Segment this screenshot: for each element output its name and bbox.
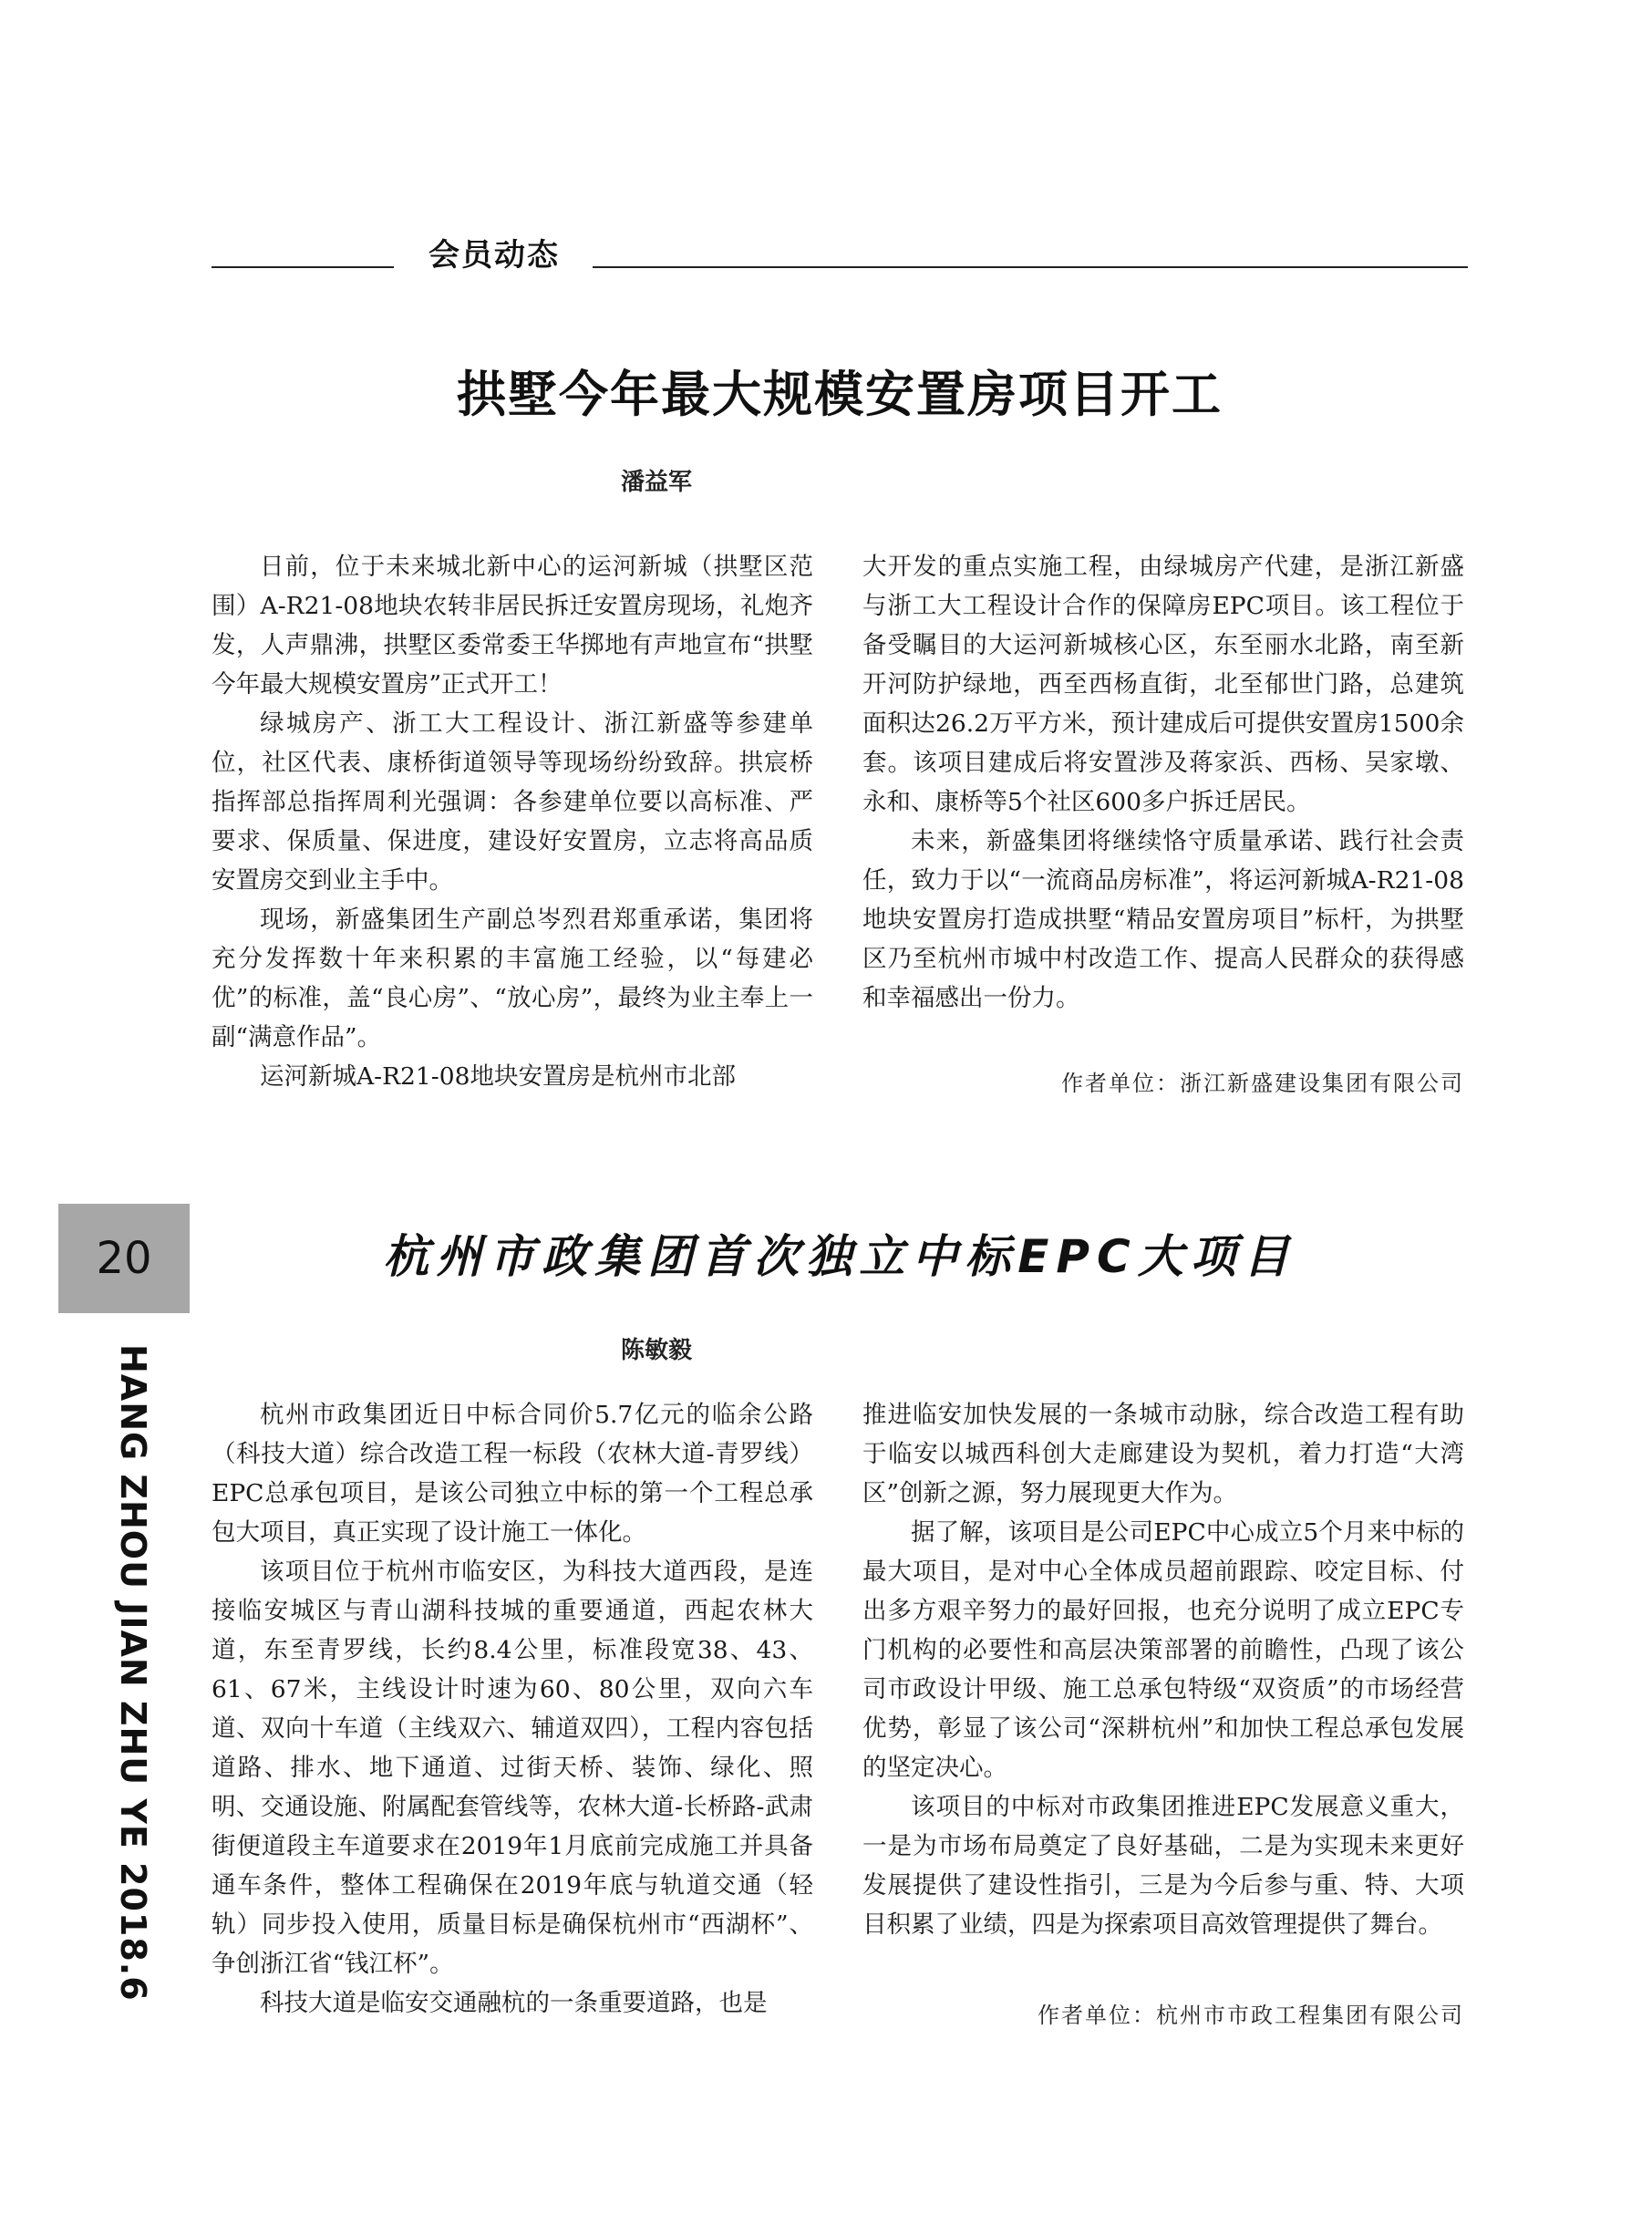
paragraph: 据了解，该项目是公司EPC中心成立5个月来中标的最大项目，是对中心全体成员超前跟踪、咬定目标、付出多方艰辛努力的最好回报，也充分说明了成立EPC专门机构的必要性和高层决策部署的前瞻性，凸现了该公司市政设计甲级、施工总承包特级“双资质”的市场经营优势，彰显了该公司“深耕杭州”和加快工程总承包发展的坚定决心。 (862, 1518, 1464, 1782)
article1-left-column (212, 547, 813, 1096)
article2-affiliation: 作者单位：杭州市市政工程集团有限公司 (1038, 2003, 1464, 2028)
paragraph: 杭州市政集团近日中标合同价5.7亿元的临余公路（科技大道）综合改造工程一标段（农林大道-青罗线）EPC总承包项目，是该公司独立中标的第一个工程总承包大项目，真正实现了设计施工一体化。 (212, 1401, 813, 1547)
page-number: 20 (58, 1204, 190, 1313)
paragraph: 日前，位于未来城北新中心的运河新城（拱墅区范围）A-R21-08地块农转非居民拆迁安置房现场，礼炮齐发，人声鼎沸，拱墅区委常委王华掷地有声地宣布“拱墅今年最大规模安置房”正式开工！ (212, 553, 813, 699)
paragraph: 该项目的中标对市政集团推进EPC发展意义重大，一是为市场布局奠定了良好基础，二是为实现未来更好发展提供了建设性指引，三是为今后参与重、特、大项目积累了业绩，四是为探索项目高效管理提供了舞台。 (862, 1793, 1464, 1939)
article1-right-column (862, 547, 1464, 1018)
article1-title: 拱墅今年最大规模安置房项目开工 (457, 366, 1223, 423)
section-header (212, 235, 1468, 272)
paragraph: 大开发的重点实施工程，由绿城房产代建，是浙江新盛与浙工大工程设计合作的保障房EPC项目。该工程位于备受瞩目的大运河新城核心区，东至丽水北路，南至新开河防护绿地，西至西杨直街，北至郁世门路，总建筑面积达26.2万平方米，预计建成后可提供安置房1500余套。该项目建成后将安置涉及蒋家浜、西杨、吴家墩、永和、康桥等5个社区600多户拆迁居民。 (862, 553, 1464, 816)
article2-author: 陈敏毅 (620, 1337, 692, 1364)
paragraph: 该项目位于杭州市临安区，为科技大道西段，是连接临安城区与青山湖科技城的重要通道，西起农林大道，东至青罗线，长约8.4公里，标准段宽38、43、61、67米，主线设计时速为60、80公里，双向六车道、双向十车道（主线双六、辅道双四），工程内容包括道路、排水、地下通道、过街天桥、装饰、绿化、照明、交通设施、附属配套管线等，农林大道-长桥路-武肃街便道段主车道要求在2019年1月底前完成施工并具备通车条件，整体工程确保在2019年底与轨道交通（轻轨）同步投入使用，质量目标是确保杭州市“西湖杯”、争创浙江省“钱江杯”。 (212, 1558, 813, 1978)
article2-right-column (862, 1395, 1464, 1944)
header-rule-left (212, 266, 394, 268)
article2-title: 杭州市政集团首次独立中标EPC大项目 (383, 1230, 1296, 1283)
header-rule-right (593, 266, 1468, 268)
section-label: 会员动态 (428, 237, 560, 274)
paragraph: 未来，新盛集团将继续恪守质量承诺、践行社会责任，致力于以“一流商品房标准”，将运河新城A-R21-08地块安置房打造成拱墅“精品安置房项目”标杆，为拱墅区乃至杭州市城中村改造工作、提高人民群众的获得感和幸福感出一份力。 (862, 827, 1464, 1012)
paragraph: 科技大道是临安交通融杭的一条重要道路，也是 (260, 1989, 768, 2017)
article1-affiliation: 作者单位：浙江新盛建设集团有限公司 (1061, 1071, 1464, 1096)
journal-vertical-label: HANG ZHOU JIAN ZHU YE 2018.6 (113, 1344, 153, 2002)
paragraph: 运河新城A-R21-08地块安置房是杭州市北部 (260, 1062, 736, 1091)
paragraph: 现场，新盛集团生产副总岑烈君郑重承诺，集团将充分发挥数十年来积累的丰富施工经验，以“每建必优”的标准，盖“良心房”、“放心房”，最终为业主奉上一副“满意作品”。 (212, 906, 813, 1051)
paragraph: 绿城房产、浙工大工程设计、浙江新盛等参建单位，社区代表、康桥街道领导等现场纷纷致辞。拱宸桥指挥部总指挥周利光强调：各参建单位要以高标准、严要求、保质量、保进度，建设好安置房，立志将高品质安置房交到业主手中。 (212, 709, 813, 895)
article1-author: 潘益军 (620, 469, 692, 496)
paragraph: 推进临安加快发展的一条城市动脉，综合改造工程有助于临安以城西科创大走廊建设为契机，着力打造“大湾区”创新之源，努力展现更大作为。 (862, 1401, 1464, 1507)
article2-left-column (212, 1395, 813, 2023)
